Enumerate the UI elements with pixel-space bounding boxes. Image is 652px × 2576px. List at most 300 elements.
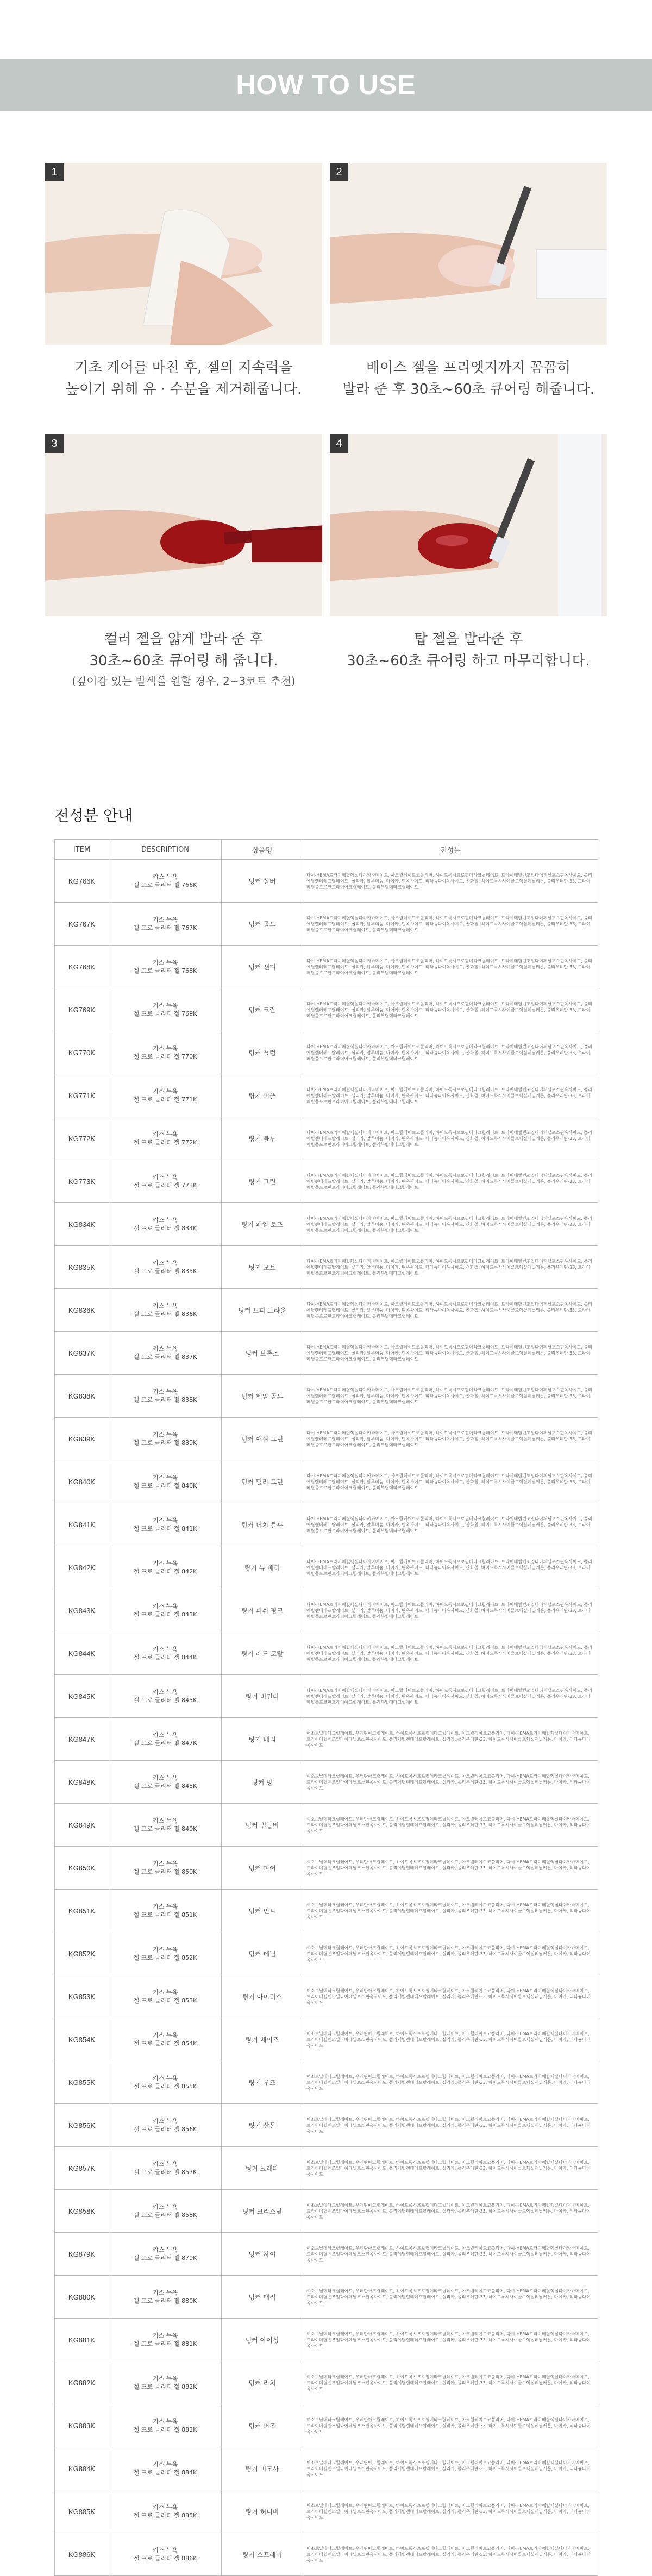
product-name: 팅커 블루 <box>222 1117 303 1160</box>
caption-line: 높이기 위해 유 · 수분을 제거해줍니다. <box>65 381 302 398</box>
brand-line: 키스 뉴욕 <box>152 1088 178 1095</box>
brand-line: 키스 뉴욕 <box>152 2203 178 2210</box>
product-name: 팅커 살몬 <box>222 2104 303 2147</box>
product-name: 팅커 피쉬 핑크 <box>222 1589 303 1632</box>
product-line: 젤 프로 글리터 젤 883K <box>133 2426 197 2433</box>
brand-line: 키스 뉴욕 <box>152 1860 178 1867</box>
step-2 <box>330 163 607 400</box>
brand-line: 키스 뉴욕 <box>152 1989 178 1996</box>
product-line: 젤 프로 글리터 젤 841K <box>133 1525 197 1532</box>
ingredient-list: 다이-HEMA트라이메틸헥실다이카바메이트, 아크릴레이트코폴리머, 하이드록시프로필메타크릴레이트, 트라이메틸벤조일다이페닐포스핀옥사이드, 폴리에틸렌테레프탈레이트, 실리카, 알루미늄, 마이카, 틴옥사이드, 티타늄다이옥사이드, 산화철, 하이드록시사이클로헥실페닐케톤, 폴리우레탄-33, 트라이메틸올프로판트라이아크릴레이트, 폴리부틸메타크릴레이트 <box>303 1589 598 1632</box>
brand-line: 키스 뉴욕 <box>152 1131 178 1138</box>
table-row <box>55 1847 598 1890</box>
product-name: 팅커 코랄 <box>222 988 303 1031</box>
item-code: KG834K <box>55 1203 109 1246</box>
col-header-item: ITEM <box>55 840 109 860</box>
product-name: 팅커 아이리스 <box>222 1975 303 2018</box>
product-line: 젤 프로 글리터 젤 851K <box>133 1911 197 1918</box>
ingredient-list: 다이-HEMA트라이메틸헥실다이카바메이트, 아크릴레이트코폴리머, 하이드록시프로필메타크릴레이트, 트라이메틸벤조일다이페닐포스핀옥사이드, 폴리에틸렌테레프탈레이트, 실리카, 알루미늄, 마이카, 틴옥사이드, 티타늄다이옥사이드, 산화철, 하이드록시사이클로헥실페닐케톤, 폴리우레탄-33, 트라이메틸올프로판트라이아크릴레이트, 폴리부틸메타크릴레이트 <box>303 988 598 1031</box>
caption-line: 컬러 젤을 얇게 발라 준 후 <box>104 631 264 647</box>
ingredients-title: 전성분 안내 <box>54 807 133 824</box>
table-row <box>55 1546 598 1589</box>
brand-line: 키스 뉴욕 <box>152 1646 178 1653</box>
item-code: KG839K <box>55 1418 109 1460</box>
ingredient-list: 이소보닐메타크릴레이트, 우레탄아크릴레이트, 하이드록시프로필메타크릴레이트, 아크릴레이트코폴리머, 다이-HEMA트라이메틸헥실다이카바메이트, 트라이메틸벤조일다이페닐포스핀옥사이드, 폴리에틸렌테레프탈레이트, 실리카, 폴리우레탄-33, 하이드록시사이클로헥실페닐케톤, 마이카, 티타늄다이옥사이드 <box>303 2233 598 2276</box>
ingredient-list: 이소보닐메타크릴레이트, 우레탄아크릴레이트, 하이드록시프로필메타크릴레이트, 아크릴레이트코폴리머, 다이-HEMA트라이메틸헥실다이카바메이트, 트라이메틸벤조일다이페닐포스핀옥사이드, 폴리에틸렌테레프탈레이트, 실리카, 폴리우레탄-33, 하이드록시사이클로헥실페닐케톤, 마이카, 티타늄다이옥사이드 <box>303 2361 598 2404</box>
ingredient-list: 다이-HEMA트라이메틸헥실다이카바메이트, 아크릴레이트코폴리머, 하이드록시프로필메타크릴레이트, 트라이메틸벤조일다이페닐포스핀옥사이드, 폴리에틸렌테레프탈레이트, 실리카, 알루미늄, 마이카, 틴옥사이드, 티타늄다이옥사이드, 산화철, 하이드록시사이클로헥실페닐케톤, 폴리우레탄-33, 트라이메틸올프로판트라이아크릴레이트, 폴리부틸메타크릴레이트 <box>303 1418 598 1460</box>
ingredient-list: 이소보닐메타크릴레이트, 우레탄아크릴레이트, 하이드록시프로필메타크릴레이트, 아크릴레이트코폴리머, 다이-HEMA트라이메틸헥실다이카바메이트, 트라이메틸벤조일다이페닐포스핀옥사이드, 폴리에틸렌테레프탈레이트, 실리카, 폴리우레탄-33, 하이드록시사이클로헥실페닐케톤, 마이카, 티타늄다이옥사이드 <box>303 1718 598 1761</box>
item-description <box>109 2061 222 2104</box>
ingredient-list: 이소보닐메타크릴레이트, 우레탄아크릴레이트, 하이드록시프로필메타크릴레이트, 아크릴레이트코폴리머, 다이-HEMA트라이메틸헥실다이카바메이트, 트라이메틸벤조일다이페닐포스핀옥사이드, 폴리에틸렌테레프탈레이트, 실리카, 폴리우레탄-33, 하이드록시사이클로헥실페닐케톤, 마이카, 티타늄다이옥사이드 <box>303 2061 598 2104</box>
item-code: KG841K <box>55 1503 109 1546</box>
step-1-photo <box>45 163 322 345</box>
item-description <box>109 1546 222 1589</box>
item-description <box>109 1589 222 1632</box>
table-row <box>55 1761 598 1804</box>
item-description <box>109 860 222 903</box>
item-code: KG854K <box>55 2018 109 2061</box>
item-code: KG845K <box>55 1675 109 1718</box>
table-row <box>55 1418 598 1460</box>
product-line: 젤 프로 글리터 젤 849K <box>133 1825 197 1832</box>
brand-line: 키스 뉴욕 <box>152 1259 178 1267</box>
page-title: HOW TO USE <box>236 70 416 100</box>
table-row <box>55 1460 598 1503</box>
ingredient-list: 이소보닐메타크릴레이트, 우레탄아크릴레이트, 하이드록시프로필메타크릴레이트, 아크릴레이트코폴리머, 다이-HEMA트라이메틸헥실다이카바메이트, 트라이메틸벤조일다이페닐포스핀옥사이드, 폴리에틸렌테레프탈레이트, 실리카, 폴리우레탄-33, 하이드록시사이클로헥실페닐케톤, 마이카, 티타늄다이옥사이드 <box>303 2404 598 2447</box>
product-line: 젤 프로 글리터 젤 769K <box>133 1010 197 1017</box>
item-code: KG852K <box>55 1932 109 1975</box>
product-line: 젤 프로 글리터 젤 771K <box>133 1096 197 1103</box>
item-description <box>109 2104 222 2147</box>
product-name: 팅커 뉴 베리 <box>222 1546 303 1589</box>
product-line: 젤 프로 글리터 젤 885K <box>133 2512 197 2519</box>
product-name: 팅커 베이즈 <box>222 2018 303 2061</box>
product-line: 젤 프로 글리터 젤 856K <box>133 2126 197 2133</box>
product-name: 팅커 아이싱 <box>222 2319 303 2361</box>
product-line: 젤 프로 글리터 젤 842K <box>133 1568 197 1575</box>
item-description <box>109 1375 222 1418</box>
ingredient-list: 다이-HEMA트라이메틸헥실다이카바메이트, 아크릴레이트코폴리머, 하이드록시프로필메타크릴레이트, 트라이메틸벤조일다이페닐포스핀옥사이드, 폴리에틸렌테레프탈레이트, 실리카, 알루미늄, 마이카, 틴옥사이드, 티타늄다이옥사이드, 산화철, 하이드록시사이클로헥실페닐케톤, 폴리우레탄-33, 트라이메틸올프로판트라이아크릴레이트, 폴리부틸메타크릴레이트 <box>303 1289 598 1332</box>
item-description <box>109 903 222 946</box>
table-row <box>55 1031 598 1074</box>
ingredients-table <box>54 839 598 2576</box>
item-description <box>109 1117 222 1160</box>
brand-line: 키스 뉴욕 <box>152 1903 178 1910</box>
product-name: 팅커 하이 <box>222 2233 303 2276</box>
brand-line: 키스 뉴욕 <box>152 2075 178 2082</box>
item-description <box>109 2233 222 2276</box>
step-4-illustration <box>330 434 607 616</box>
item-code: KG853K <box>55 1975 109 2018</box>
item-code: KG879K <box>55 2233 109 2276</box>
item-code: KG842K <box>55 1546 109 1589</box>
item-description <box>109 2276 222 2319</box>
product-name: 팅커 크리스탈 <box>222 2190 303 2233</box>
item-code: KG847K <box>55 1718 109 1761</box>
ingredient-list: 다이-HEMA트라이메틸헥실다이카바메이트, 아크릴레이트코폴리머, 하이드록시프로필메타크릴레이트, 트라이메틸벤조일다이페닐포스핀옥사이드, 폴리에틸렌테레프탈레이트, 실리카, 알루미늄, 마이카, 틴옥사이드, 티타늄다이옥사이드, 산화철, 하이드록시사이클로헥실페닐케톤, 폴리우레탄-33, 트라이메틸올프로판트라이아크릴레이트, 폴리부틸메타크릴레이트 <box>303 1460 598 1503</box>
item-code: KG883K <box>55 2404 109 2447</box>
item-description <box>109 1675 222 1718</box>
step-1-caption <box>45 357 322 400</box>
item-code: KG768K <box>55 946 109 988</box>
product-line: 젤 프로 글리터 젤 882K <box>133 2383 197 2390</box>
caption-line: 30초~60초 큐어링 해 줍니다. <box>89 653 278 669</box>
brand-line: 키스 뉴욕 <box>152 1774 178 1781</box>
product-name: 팅커 트피 브라운 <box>222 1289 303 1332</box>
product-line: 젤 프로 글리터 젤 853K <box>133 1997 197 2004</box>
brand-line: 키스 뉴욕 <box>152 1431 178 1438</box>
item-description <box>109 1160 222 1203</box>
brand-line: 키스 뉴욕 <box>152 2161 178 2168</box>
brand-line: 키스 뉴욕 <box>152 2032 178 2039</box>
product-line: 젤 프로 글리터 젤 840K <box>133 1482 197 1489</box>
product-name: 팅커 스프레이 <box>222 2533 303 2576</box>
item-code: KG849K <box>55 1804 109 1847</box>
item-code: KG840K <box>55 1460 109 1503</box>
ingredient-list: 다이-HEMA트라이메틸헥실다이카바메이트, 아크릴레이트코폴리머, 하이드록시프로필메타크릴레이트, 트라이메틸벤조일다이페닐포스핀옥사이드, 폴리에틸렌테레프탈레이트, 실리카, 알루미늄, 마이카, 틴옥사이드, 티타늄다이옥사이드, 산화철, 하이드록시사이클로헥실페닐케톤, 폴리우레탄-33, 트라이메틸올프로판트라이아크릴레이트, 폴리부틸메타크릴레이트 <box>303 1332 598 1375</box>
product-name: 팅커 틸리 그린 <box>222 1460 303 1503</box>
product-line: 젤 프로 글리터 젤 848K <box>133 1783 197 1790</box>
step-3-caption <box>45 628 322 690</box>
product-name: 팅커 망 <box>222 1761 303 1804</box>
brand-line: 키스 뉴욕 <box>152 959 178 966</box>
product-line: 젤 프로 글리터 젤 852K <box>133 1954 197 1961</box>
caption-line: 기초 케어를 마친 후, 젤의 지속력을 <box>74 360 293 376</box>
ingredient-list: 이소보닐메타크릴레이트, 우레탄아크릴레이트, 하이드록시프로필메타크릴레이트, 아크릴레이트코폴리머, 다이-HEMA트라이메틸헥실다이카바메이트, 트라이메틸벤조일다이페닐포스핀옥사이드, 폴리에틸렌테레프탈레이트, 실리카, 폴리우레탄-33, 하이드록시사이클로헥실페닐케톤, 마이카, 티타늄다이옥사이드 <box>303 2190 598 2233</box>
step-1-illustration <box>45 163 322 345</box>
brand-line: 키스 뉴욕 <box>152 1302 178 1309</box>
brand-line: 키스 뉴욕 <box>152 1517 178 1524</box>
ingredient-list: 다이-HEMA트라이메틸헥실다이카바메이트, 아크릴레이트코폴리머, 하이드록시프로필메타크릴레이트, 트라이메틸벤조일다이페닐포스핀옥사이드, 폴리에틸렌테레프탈레이트, 실리카, 알루미늄, 마이카, 틴옥사이드, 티타늄다이옥사이드, 산화철, 하이드록시사이클로헥실페닐케톤, 폴리우레탄-33, 트라이메틸올프로판트라이아크릴레이트, 폴리부틸메타크릴레이트 <box>303 1203 598 1246</box>
brand-line: 키스 뉴욕 <box>152 2375 178 2382</box>
brand-line: 키스 뉴욕 <box>152 2332 178 2339</box>
table-row <box>55 1246 598 1289</box>
product-name: 팅커 크레페 <box>222 2147 303 2190</box>
caption-line: 30초~60초 큐어링 하고 마무리합니다. <box>347 653 590 669</box>
item-code: KG855K <box>55 2061 109 2104</box>
ingredient-list: 다이-HEMA트라이메틸헥실다이카바메이트, 아크릴레이트코폴리머, 하이드록시프로필메타크릴레이트, 트라이메틸벤조일다이페닐포스핀옥사이드, 폴리에틸렌테레프탈레이트, 실리카, 알루미늄, 마이카, 틴옥사이드, 티타늄다이옥사이드, 산화철, 하이드록시사이클로헥실페닐케톤, 폴리우레탄-33, 트라이메틸올프로판트라이아크릴레이트, 폴리부틸메타크릴레이트 <box>303 1675 598 1718</box>
item-description <box>109 988 222 1031</box>
table-row <box>55 1375 598 1418</box>
product-name: 팅커 골드 <box>222 903 303 946</box>
ingredient-list: 이소보닐메타크릴레이트, 우레탄아크릴레이트, 하이드록시프로필메타크릴레이트, 아크릴레이트코폴리머, 다이-HEMA트라이메틸헥실다이카바메이트, 트라이메틸벤조일다이페닐포스핀옥사이드, 폴리에틸렌테레프탈레이트, 실리카, 폴리우레탄-33, 하이드록시사이클로헥실페닐케톤, 마이카, 티타늄다이옥사이드 <box>303 2490 598 2533</box>
product-name: 팅커 미모사 <box>222 2447 303 2490</box>
item-description <box>109 2319 222 2361</box>
ingredient-list: 이소보닐메타크릴레이트, 우레탄아크릴레이트, 하이드록시프로필메타크릴레이트, 아크릴레이트코폴리머, 다이-HEMA트라이메틸헥실다이카바메이트, 트라이메틸벤조일다이페닐포스핀옥사이드, 폴리에틸렌테레프탈레이트, 실리카, 폴리우레탄-33, 하이드록시사이클로헥실페닐케톤, 마이카, 티타늄다이옥사이드 <box>303 1804 598 1847</box>
product-line: 젤 프로 글리터 젤 858K <box>133 2212 197 2219</box>
product-name: 팅커 베리 <box>222 1718 303 1761</box>
item-code: KG771K <box>55 1074 109 1117</box>
product-name: 팅커 범블비 <box>222 1804 303 1847</box>
brand-line: 키스 뉴욕 <box>152 2547 178 2554</box>
item-description <box>109 1203 222 1246</box>
product-name: 팅커 버건디 <box>222 1675 303 1718</box>
brand-line: 키스 뉴욕 <box>152 2118 178 2125</box>
item-description <box>109 2190 222 2233</box>
step-3-illustration <box>45 434 322 616</box>
product-name: 팅커 리치 <box>222 2361 303 2404</box>
product-line: 젤 프로 글리터 젤 766K <box>133 881 197 889</box>
ingredient-list: 다이-HEMA트라이메틸헥실다이카바메이트, 아크릴레이트코폴리머, 하이드록시프로필메타크릴레이트, 트라이메틸벤조일다이페닐포스핀옥사이드, 폴리에틸렌테레프탈레이트, 실리카, 알루미늄, 마이카, 틴옥사이드, 티타늄다이옥사이드, 산화철, 하이드록시사이클로헥실페닐케톤, 폴리우레탄-33, 트라이메틸올프로판트라이아크릴레이트, 폴리부틸메타크릴레이트 <box>303 903 598 946</box>
ingredient-list: 이소보닐메타크릴레이트, 우레탄아크릴레이트, 하이드록시프로필메타크릴레이트, 아크릴레이트코폴리머, 다이-HEMA트라이메틸헥실다이카바메이트, 트라이메틸벤조일다이페닐포스핀옥사이드, 폴리에틸렌테레프탈레이트, 실리카, 폴리우레탄-33, 하이드록시사이클로헥실페닐케톤, 마이카, 티타늄다이옥사이드 <box>303 2533 598 2576</box>
item-code: KG844K <box>55 1632 109 1675</box>
product-line: 젤 프로 글리터 젤 836K <box>133 1311 197 1318</box>
how-to-use-banner <box>0 59 652 111</box>
ingredient-list: 다이-HEMA트라이메틸헥실다이카바메이트, 아크릴레이트코폴리머, 하이드록시프로필메타크릴레이트, 트라이메틸벤조일다이페닐포스핀옥사이드, 폴리에틸렌테레프탈레이트, 실리카, 알루미늄, 마이카, 틴옥사이드, 티타늄다이옥사이드, 산화철, 하이드록시사이클로헥실페닐케톤, 폴리우레탄-33, 트라이메틸올프로판트라이아크릴레이트, 폴리부틸메타크릴레이트 <box>303 1117 598 1160</box>
product-name: 팅커 데님 <box>222 1932 303 1975</box>
ingredient-list: 다이-HEMA트라이메틸헥실다이카바메이트, 아크릴레이트코폴리머, 하이드록시프로필메타크릴레이트, 트라이메틸벤조일다이페닐포스핀옥사이드, 폴리에틸렌테레프탈레이트, 실리카, 알루미늄, 마이카, 틴옥사이드, 티타늄다이옥사이드, 산화철, 하이드록시사이클로헥실페닐케톤, 폴리우레탄-33, 트라이메틸올프로판트라이아크릴레이트, 폴리부틸메타크릴레이트 <box>303 1375 598 1418</box>
caption-note: (깊이감 있는 발색을 원할 경우, 2~3코트 추천) <box>72 675 296 688</box>
table-row <box>55 1503 598 1546</box>
table-row <box>55 2190 598 2233</box>
table-row <box>55 2147 598 2190</box>
brand-line: 키스 뉴욕 <box>152 1345 178 1352</box>
item-code: KG851K <box>55 1890 109 1932</box>
brand-line: 키스 뉴욕 <box>152 2461 178 2468</box>
brand-line: 키스 뉴욕 <box>152 1560 178 1567</box>
product-line: 젤 프로 글리터 젤 884K <box>133 2469 197 2476</box>
item-description <box>109 1932 222 1975</box>
brand-line: 키스 뉴욕 <box>152 2504 178 2511</box>
item-code: KG837K <box>55 1332 109 1375</box>
brand-line: 키스 뉴욕 <box>152 2418 178 2425</box>
table-row <box>55 1718 598 1761</box>
table-row <box>55 1632 598 1675</box>
table-row <box>55 2361 598 2404</box>
item-description <box>109 1804 222 1847</box>
step-4 <box>330 434 607 672</box>
ingredient-list: 이소보닐메타크릴레이트, 우레탄아크릴레이트, 하이드록시프로필메타크릴레이트, 아크릴레이트코폴리머, 다이-HEMA트라이메틸헥실다이카바메이트, 트라이메틸벤조일다이페닐포스핀옥사이드, 폴리에틸렌테레프탈레이트, 실리카, 폴리우레탄-33, 하이드록시사이클로헥실페닐케톤, 마이카, 티타늄다이옥사이드 <box>303 2319 598 2361</box>
step-3-photo <box>45 434 322 616</box>
item-code: KG848K <box>55 1761 109 1804</box>
item-description <box>109 1890 222 1932</box>
table-row <box>55 2061 598 2104</box>
product-line: 젤 프로 글리터 젤 847K <box>133 1740 197 1747</box>
brand-line: 키스 뉴욕 <box>152 916 178 923</box>
product-line: 젤 프로 글리터 젤 843K <box>133 1611 197 1618</box>
product-line: 젤 프로 글리터 젤 881K <box>133 2340 197 2347</box>
item-code: KG766K <box>55 860 109 903</box>
item-description <box>109 1289 222 1332</box>
product-name: 팅커 피어 <box>222 1847 303 1890</box>
product-line: 젤 프로 글리터 젤 886K <box>133 2555 197 2562</box>
table-body <box>55 860 598 2576</box>
item-description <box>109 1718 222 1761</box>
product-name: 팅커 샌디 <box>222 946 303 988</box>
item-code: KG884K <box>55 2447 109 2490</box>
table-row <box>55 2404 598 2447</box>
item-code: KG850K <box>55 1847 109 1890</box>
brand-line: 키스 뉴욕 <box>152 1002 178 1009</box>
brand-line: 키스 뉴욕 <box>152 1946 178 1953</box>
item-description <box>109 2361 222 2404</box>
product-name: 팅커 퍼즈 <box>222 2404 303 2447</box>
item-description <box>109 1031 222 1074</box>
product-name: 팅커 실버 <box>222 860 303 903</box>
brand-line: 키스 뉴욕 <box>152 1045 178 1052</box>
table-row <box>55 1932 598 1975</box>
product-line: 젤 프로 글리터 젤 879K <box>133 2254 197 2262</box>
ingredient-list: 이소보닐메타크릴레이트, 우레탄아크릴레이트, 하이드록시프로필메타크릴레이트, 아크릴레이트코폴리머, 다이-HEMA트라이메틸헥실다이카바메이트, 트라이메틸벤조일다이페닐포스핀옥사이드, 폴리에틸렌테레프탈레이트, 실리카, 폴리우레탄-33, 하이드록시사이클로헥실페닐케톤, 마이카, 티타늄다이옥사이드 <box>303 2018 598 2061</box>
item-description <box>109 2447 222 2490</box>
product-line: 젤 프로 글리터 젤 773K <box>133 1182 197 1189</box>
product-name: 팅커 브론즈 <box>222 1332 303 1375</box>
caption-line: 탑 젤을 발라준 후 <box>413 631 523 647</box>
item-code: KG857K <box>55 2147 109 2190</box>
table-row <box>55 1332 598 1375</box>
item-code: KG882K <box>55 2361 109 2404</box>
item-description <box>109 1418 222 1460</box>
step-2-caption <box>330 357 607 400</box>
ingredient-list: 이소보닐메타크릴레이트, 우레탄아크릴레이트, 하이드록시프로필메타크릴레이트, 아크릴레이트코폴리머, 다이-HEMA트라이메틸헥실다이카바메이트, 트라이메틸벤조일다이페닐포스핀옥사이드, 폴리에틸렌테레프탈레이트, 실리카, 폴리우레탄-33, 하이드록시사이클로헥실페닐케톤, 마이카, 티타늄다이옥사이드 <box>303 1932 598 1975</box>
table-row <box>55 1289 598 1332</box>
ingredient-list: 다이-HEMA트라이메틸헥실다이카바메이트, 아크릴레이트코폴리머, 하이드록시프로필메타크릴레이트, 트라이메틸벤조일다이페닐포스핀옥사이드, 폴리에틸렌테레프탈레이트, 실리카, 알루미늄, 마이카, 틴옥사이드, 티타늄다이옥사이드, 산화철, 하이드록시사이클로헥실페닐케톤, 폴리우레탄-33, 트라이메틸올프로판트라이아크릴레이트, 폴리부틸메타크릴레이트 <box>303 1503 598 1546</box>
table-row <box>55 903 598 946</box>
product-line: 젤 프로 글리터 젤 767K <box>133 924 197 931</box>
table-row <box>55 2233 598 2276</box>
ingredient-list: 이소보닐메타크릴레이트, 우레탄아크릴레이트, 하이드록시프로필메타크릴레이트, 아크릴레이트코폴리머, 다이-HEMA트라이메틸헥실다이카바메이트, 트라이메틸벤조일다이페닐포스핀옥사이드, 폴리에틸렌테레프탈레이트, 실리카, 폴리우레탄-33, 하이드록시사이클로헥실페닐케톤, 마이카, 티타늄다이옥사이드 <box>303 1975 598 2018</box>
table-row <box>55 2276 598 2319</box>
ingredient-list: 다이-HEMA트라이메틸헥실다이카바메이트, 아크릴레이트코폴리머, 하이드록시프로필메타크릴레이트, 트라이메틸벤조일다이페닐포스핀옥사이드, 폴리에틸렌테레프탈레이트, 실리카, 알루미늄, 마이카, 틴옥사이드, 티타늄다이옥사이드, 산화철, 하이드록시사이클로헥실페닐케톤, 폴리우레탄-33, 트라이메틸올프로판트라이아크릴레이트, 폴리부틸메타크릴레이트 <box>303 1160 598 1203</box>
brand-line: 키스 뉴욕 <box>152 1603 178 1610</box>
item-description <box>109 1761 222 1804</box>
table-row <box>55 2490 598 2533</box>
product-line: 젤 프로 글리터 젤 854K <box>133 2040 197 2047</box>
ingredient-list: 다이-HEMA트라이메틸헥실다이카바메이트, 아크릴레이트코폴리머, 하이드록시프로필메타크릴레이트, 트라이메틸벤조일다이페닐포스핀옥사이드, 폴리에틸렌테레프탈레이트, 실리카, 알루미늄, 마이카, 틴옥사이드, 티타늄다이옥사이드, 산화철, 하이드록시사이클로헥실페닐케톤, 폴리우레탄-33, 트라이메틸올프로판트라이아크릴레이트, 폴리부틸메타크릴레이트 <box>303 1246 598 1289</box>
brand-line: 키스 뉴욕 <box>152 1217 178 1224</box>
table-row <box>55 1804 598 1847</box>
product-line: 젤 프로 글리터 젤 855K <box>133 2083 197 2090</box>
brand-line: 키스 뉴욕 <box>152 873 178 880</box>
item-description <box>109 1074 222 1117</box>
brand-line: 키스 뉴욕 <box>152 2289 178 2296</box>
product-name: 팅커 허니비 <box>222 2490 303 2533</box>
item-description <box>109 1847 222 1890</box>
product-name: 팅커 민트 <box>222 1890 303 1932</box>
product-line: 젤 프로 글리터 젤 845K <box>133 1697 197 1704</box>
step-number: 1 <box>45 163 64 181</box>
step-1 <box>45 163 322 400</box>
product-name: 팅커 매직 <box>222 2276 303 2319</box>
table-row <box>55 1675 598 1718</box>
brand-line: 키스 뉴욕 <box>152 1817 178 1824</box>
caption-line: 발라 준 후 30초~60초 큐어링 해줍니다. <box>342 381 595 398</box>
product-line: 젤 프로 글리터 젤 770K <box>133 1053 197 1060</box>
product-line: 젤 프로 글리터 젤 857K <box>133 2169 197 2176</box>
step-number: 3 <box>45 434 64 453</box>
item-description <box>109 2490 222 2533</box>
table-row <box>55 946 598 988</box>
step-number: 2 <box>330 163 348 181</box>
product-line: 젤 프로 글리터 젤 834K <box>133 1225 197 1232</box>
item-description <box>109 946 222 988</box>
item-description <box>109 2147 222 2190</box>
step-2-illustration <box>330 163 607 345</box>
product-name: 팅커 페일 골드 <box>222 1375 303 1418</box>
item-code: KG886K <box>55 2533 109 2576</box>
ingredient-list: 다이-HEMA트라이메틸헥실다이카바메이트, 아크릴레이트코폴리머, 하이드록시프로필메타크릴레이트, 트라이메틸벤조일다이페닐포스핀옥사이드, 폴리에틸렌테레프탈레이트, 실리카, 알루미늄, 마이카, 틴옥사이드, 티타늄다이옥사이드, 산화철, 하이드록시사이클로헥실페닐케톤, 폴리우레탄-33, 트라이메틸올프로판트라이아크릴레이트, 폴리부틸메타크릴레이트 <box>303 946 598 988</box>
table-row <box>55 2447 598 2490</box>
product-line: 젤 프로 글리터 젤 835K <box>133 1268 197 1275</box>
table-row <box>55 1203 598 1246</box>
ingredient-list: 이소보닐메타크릴레이트, 우레탄아크릴레이트, 하이드록시프로필메타크릴레이트, 아크릴레이트코폴리머, 다이-HEMA트라이메틸헥실다이카바메이트, 트라이메틸벤조일다이페닐포스핀옥사이드, 폴리에틸렌테레프탈레이트, 실리카, 폴리우레탄-33, 하이드록시사이클로헥실페닐케톤, 마이카, 티타늄다이옥사이드 <box>303 1890 598 1932</box>
product-line: 젤 프로 글리터 젤 839K <box>133 1439 197 1446</box>
product-line: 젤 프로 글리터 젤 772K <box>133 1139 197 1146</box>
item-code: KG843K <box>55 1589 109 1632</box>
brand-line: 키스 뉴욕 <box>152 1689 178 1696</box>
ingredient-list: 이소보닐메타크릴레이트, 우레탄아크릴레이트, 하이드록시프로필메타크릴레이트, 아크릴레이트코폴리머, 다이-HEMA트라이메틸헥실다이카바메이트, 트라이메틸벤조일다이페닐포스핀옥사이드, 폴리에틸렌테레프탈레이트, 실리카, 폴리우레탄-33, 하이드록시사이클로헥실페닐케톤, 마이카, 티타늄다이옥사이드 <box>303 2447 598 2490</box>
item-description <box>109 1246 222 1289</box>
ingredient-list: 이소보닐메타크릴레이트, 우레탄아크릴레이트, 하이드록시프로필메타크릴레이트, 아크릴레이트코폴리머, 다이-HEMA트라이메틸헥실다이카바메이트, 트라이메틸벤조일다이페닐포스핀옥사이드, 폴리에틸렌테레프탈레이트, 실리카, 폴리우레탄-33, 하이드록시사이클로헥실페닐케톤, 마이카, 티타늄다이옥사이드 <box>303 2104 598 2147</box>
product-name: 팅커 플럼 <box>222 1031 303 1074</box>
product-name: 팅커 애쉬 그린 <box>222 1418 303 1460</box>
item-description <box>109 2018 222 2061</box>
brand-line: 키스 뉴욕 <box>152 1388 178 1395</box>
table-row <box>55 988 598 1031</box>
brand-line: 키스 뉴욕 <box>152 1474 178 1481</box>
table-row <box>55 1074 598 1117</box>
ingredient-list: 이소보닐메타크릴레이트, 우레탄아크릴레이트, 하이드록시프로필메타크릴레이트, 아크릴레이트코폴리머, 다이-HEMA트라이메틸헥실다이카바메이트, 트라이메틸벤조일다이페닐포스핀옥사이드, 폴리에틸렌테레프탈레이트, 실리카, 폴리우레탄-33, 하이드록시사이클로헥실페닐케톤, 마이카, 티타늄다이옥사이드 <box>303 1847 598 1890</box>
ingredient-list: 다이-HEMA트라이메틸헥실다이카바메이트, 아크릴레이트코폴리머, 하이드록시프로필메타크릴레이트, 트라이메틸벤조일다이페닐포스핀옥사이드, 폴리에틸렌테레프탈레이트, 실리카, 알루미늄, 마이카, 틴옥사이드, 티타늄다이옥사이드, 산화철, 하이드록시사이클로헥실페닐케톤, 폴리우레탄-33, 트라이메틸올프로판트라이아크릴레이트, 폴리부틸메타크릴레이트 <box>303 1632 598 1675</box>
item-code: KG881K <box>55 2319 109 2361</box>
product-line: 젤 프로 글리터 젤 838K <box>133 1396 197 1403</box>
item-code: KG856K <box>55 2104 109 2147</box>
table-row <box>55 1589 598 1632</box>
product-name: 팅커 더치 블루 <box>222 1503 303 1546</box>
item-code: KG838K <box>55 1375 109 1418</box>
item-code: KG772K <box>55 1117 109 1160</box>
brand-line: 키스 뉴욕 <box>152 1174 178 1181</box>
item-description <box>109 2533 222 2576</box>
product-name: 팅커 모브 <box>222 1246 303 1289</box>
product-name: 팅커 루즈 <box>222 2061 303 2104</box>
ingredient-list: 이소보닐메타크릴레이트, 우레탄아크릴레이트, 하이드록시프로필메타크릴레이트, 아크릴레이트코폴리머, 다이-HEMA트라이메틸헥실다이카바메이트, 트라이메틸벤조일다이페닐포스핀옥사이드, 폴리에틸렌테레프탈레이트, 실리카, 폴리우레탄-33, 하이드록시사이클로헥실페닐케톤, 마이카, 티타늄다이옥사이드 <box>303 2147 598 2190</box>
item-description <box>109 1460 222 1503</box>
item-code: KG880K <box>55 2276 109 2319</box>
item-description <box>109 2404 222 2447</box>
brand-line: 키스 뉴욕 <box>152 1731 178 1739</box>
item-code: KG773K <box>55 1160 109 1203</box>
step-number: 4 <box>330 434 348 453</box>
item-description <box>109 1503 222 1546</box>
table-header-row <box>55 840 598 860</box>
col-header-ingredients: 전성분 <box>303 840 598 860</box>
ingredient-list: 이소보닐메타크릴레이트, 우레탄아크릴레이트, 하이드록시프로필메타크릴레이트, 아크릴레이트코폴리머, 다이-HEMA트라이메틸헥실다이카바메이트, 트라이메틸벤조일다이페닐포스핀옥사이드, 폴리에틸렌테레프탈레이트, 실리카, 폴리우레탄-33, 하이드록시사이클로헥실페닐케톤, 마이카, 티타늄다이옥사이드 <box>303 2276 598 2319</box>
table-row <box>55 2319 598 2361</box>
item-code: KG836K <box>55 1289 109 1332</box>
table-row <box>55 1975 598 2018</box>
item-code: KG770K <box>55 1031 109 1074</box>
table-row <box>55 1160 598 1203</box>
table-row <box>55 1117 598 1160</box>
ingredient-list: 다이-HEMA트라이메틸헥실다이카바메이트, 아크릴레이트코폴리머, 하이드록시프로필메타크릴레이트, 트라이메틸벤조일다이페닐포스핀옥사이드, 폴리에틸렌테레프탈레이트, 실리카, 알루미늄, 마이카, 틴옥사이드, 티타늄다이옥사이드, 산화철, 하이드록시사이클로헥실페닐케톤, 폴리우레탄-33, 트라이메틸올프로판트라이아크릴레이트, 폴리부틸메타크릴레이트 <box>303 1546 598 1589</box>
table-row <box>55 860 598 903</box>
col-header-description: DESCRIPTION <box>109 840 222 860</box>
product-name: 팅커 퍼플 <box>222 1074 303 1117</box>
step-2-photo <box>330 163 607 345</box>
caption-line: 베이스 젤을 프리엣지까지 꼼꼼히 <box>366 360 571 376</box>
product-line: 젤 프로 글리터 젤 880K <box>133 2297 197 2304</box>
product-line: 젤 프로 글리터 젤 768K <box>133 967 197 974</box>
item-code: KG769K <box>55 988 109 1031</box>
item-code: KG858K <box>55 2190 109 2233</box>
table-row <box>55 1890 598 1932</box>
step-4-caption <box>330 628 607 672</box>
product-line: 젤 프로 글리터 젤 844K <box>133 1654 197 1661</box>
table-row <box>55 2533 598 2576</box>
item-description <box>109 1975 222 2018</box>
ingredient-list: 다이-HEMA트라이메틸헥실다이카바메이트, 아크릴레이트코폴리머, 하이드록시프로필메타크릴레이트, 트라이메틸벤조일다이페닐포스핀옥사이드, 폴리에틸렌테레프탈레이트, 실리카, 알루미늄, 마이카, 틴옥사이드, 티타늄다이옥사이드, 산화철, 하이드록시사이클로헥실페닐케톤, 폴리우레탄-33, 트라이메틸올프로판트라이아크릴레이트, 폴리부틸메타크릴레이트 <box>303 1031 598 1074</box>
